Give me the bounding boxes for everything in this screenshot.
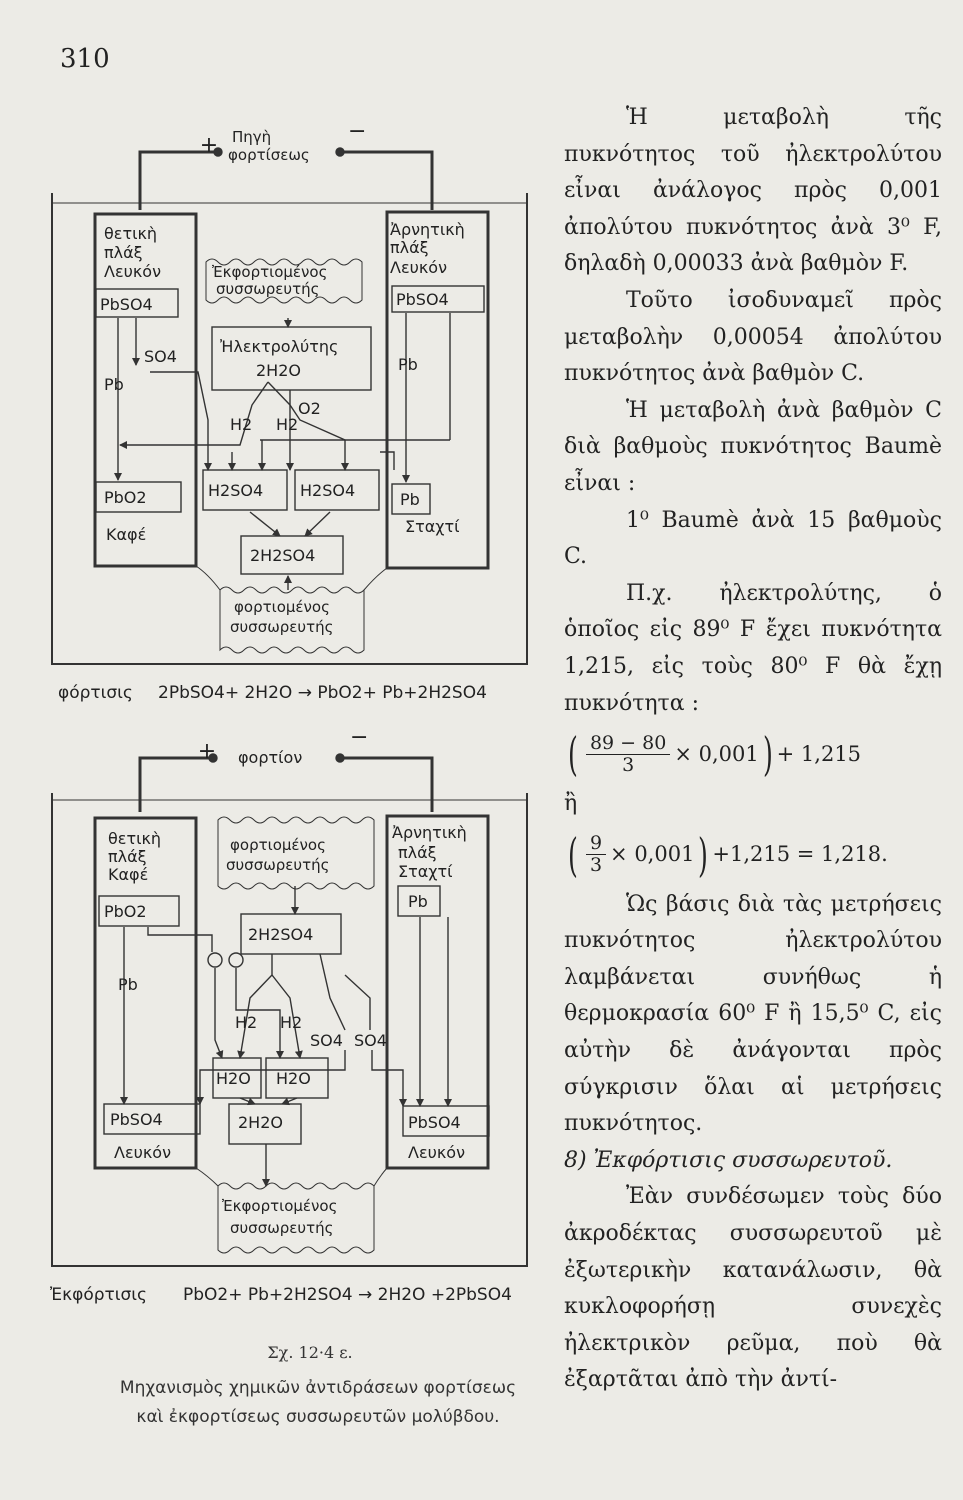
charging-source-line2: φορτίσεως — [228, 146, 310, 164]
bottom-negative-plate-line1: Ἀρνητικὴ — [392, 823, 467, 842]
top-positive-plate-line3: Λευκόν — [104, 262, 162, 281]
bottom-state-line1: φορτιομένος — [230, 836, 326, 854]
bottom-negative-result: PbSO4 — [408, 1113, 461, 1132]
paragraph: Ἐὰν συνδέσωμεν τοὺς δύο ἀκροδέκτας συσσωρευτοῦ μὲ ἐξωτερικὴν κατανάλωσιν, θὰ κυκλοφορήσῃ συνεχὲς ἠλεκτρικὸν ρεῦμα, ποὺ θὰ ἐξαρτᾶται ἀπὸ τὴν ἀντί- — [564, 1184, 942, 1393]
top-positive-plate-line1: θετικὴ — [104, 224, 158, 243]
top-bottom-state-line1: φορτιομένος — [234, 598, 330, 616]
bottom-positive-result-label: Λευκόν — [114, 1143, 172, 1162]
top-h2-right: H2 — [276, 415, 299, 434]
bottom-positive-plate-line1: θετικὴ — [108, 829, 162, 848]
top-negative-plate-line3: Λευκόν — [390, 258, 448, 277]
bottom-negative-plate-line3: Σταχτί — [398, 862, 453, 881]
charging-source-line1: Πηγὴ — [232, 128, 272, 146]
bottom-h2-left: H2 — [235, 1013, 258, 1032]
bottom-bottom-state-line2: συσσωρευτής — [230, 1219, 334, 1237]
equation-2: ( $\frac{9}{3}$ × 0,001 ) +1,215 = 1,218. — [568, 827, 888, 882]
top-negative-result: Pb — [400, 490, 420, 509]
discharging-equation: PbO2+ Pb+2H2SO4 → 2H2O +2PbSO4 — [183, 1285, 512, 1305]
eq2-numerator: 9 — [586, 833, 606, 855]
paragraph: Τοῦτο ἰσοδυναμεῖ πρὸς μεταβολὴν 0,00054 ἀπολύτου πυκνότητος ἀνὰ βαθμὸν C. — [564, 287, 942, 387]
charging-equation-label: φόρτισις — [58, 683, 133, 703]
discharging-equation-label: Ἐκφόρτισις — [50, 1285, 148, 1305]
eq1-denominator: 3 — [622, 753, 635, 776]
bottom-product-total: 2H2O — [238, 1113, 283, 1132]
top-o2: O2 — [298, 399, 321, 418]
eq2-tail: +1,215 = 1,218. — [712, 842, 888, 867]
electrolyte-formula: 2H2O — [256, 361, 301, 380]
body-text-column — [564, 100, 942, 1399]
charging-plus: + — [199, 133, 219, 158]
bottom-electrolyte-formula: 2H2SO4 — [248, 925, 314, 944]
top-negative-plate-line1: Ἀρνητικὴ — [390, 220, 465, 239]
bottom-so4-left: SO4 — [310, 1031, 343, 1050]
negative-terminal-icon — [336, 148, 344, 156]
top-bottom-state-line2: συσσωρευτής — [230, 618, 334, 636]
top-state-line2: συσσωρευτής — [216, 280, 320, 298]
bottom-positive-plate-line2: πλάξ — [108, 847, 147, 866]
figure-number: Σχ. 12·4 ε. — [267, 1343, 353, 1362]
top-product-right: H2SO4 — [300, 481, 356, 500]
eq2-denominator: 3 — [589, 854, 603, 877]
equation-1: ( $\frac{89 - 80}{3}$ × 0,001 ) + 1,215 — [568, 727, 862, 782]
discharge-minus: − — [350, 725, 369, 750]
bottom-positive-result: PbSO4 — [110, 1110, 163, 1129]
discharge-plus: + — [197, 739, 217, 764]
charging-labels — [58, 119, 487, 703]
paragraph: Ἡ μεταβολὴ ἀνὰ βαθμὸν C διὰ βαθμοὺς πυκνότητος Baumè εἶναι : — [564, 397, 942, 496]
bottom-state-line2: συσσωρευτής — [226, 856, 330, 874]
top-negative-result-label: Σταχτί — [405, 517, 460, 536]
page-number: 310 — [60, 44, 110, 74]
charging-minus: − — [348, 119, 367, 144]
bottom-product-right: H2O — [276, 1069, 311, 1088]
paragraph: Ὡς βάσις διὰ τὰς μετρήσεις πυκνότητος ἠλεκτρολύτου λαμβάνεται συνήθως ἡ θερμοκρασία 60⁰ F ἢ 15,5⁰ C, εἰς αὐτὴν δὲ ἀνάγονται πρὸς σύγκρισιν ὅλαι αἱ μετρήσεις πυκνότητος. — [564, 891, 942, 1137]
discharging-labels — [50, 725, 512, 1305]
paragraph: Π.χ. ἠλεκτρολύτης, ὁ ὁποῖος εἰς 89⁰ F ἔχει πυκνότητα 1,215, εἰς τοὺς 80⁰ F θὰ ἔχῃ πυκνότητα : — [564, 580, 942, 716]
top-h2-left: H2 — [230, 415, 253, 434]
discharge-source: φορτίον — [238, 748, 303, 767]
caption-line2: καὶ ἐκφορτίσεως συσσωρευτῶν μολύβδου. — [136, 1407, 500, 1427]
eq1-multiplier: × 0,001 — [674, 741, 759, 766]
bottom-negative-plate-box: Pb — [408, 892, 428, 911]
bottom-h2-right: H2 — [280, 1013, 303, 1032]
top-positive-so4: SO4 — [144, 347, 177, 366]
top-negative-plate-box: PbSO4 — [396, 290, 449, 309]
top-positive-pb: Pb — [104, 375, 124, 394]
electrolyte-label: Ἠλεκτρολύτης — [220, 337, 339, 356]
paragraph: 1⁰ Baumè ἀνὰ 15 βαθμοὺς C. — [564, 507, 942, 570]
top-product-left: H2SO4 — [208, 481, 264, 500]
eq1-tail: + 1,215 — [776, 741, 862, 766]
bottom-product-left: H2O — [216, 1069, 251, 1088]
paragraph: Ἡ μεταβολὴ τῆς πυκνότητος τοῦ ἠλεκτρολύτου εἶναι ἀνάλογος πρὸς 0,001 ἀπολύτου πυκνότητος ἀνὰ 3⁰ F, δηλαδὴ 0,00033 ἀνὰ βαθμὸν F. — [564, 105, 942, 277]
section-heading: 8) Ἐκφόρτισις συσσωρευτοῦ. — [564, 1147, 893, 1173]
top-product-total: 2H2SO4 — [250, 546, 316, 565]
bottom-positive-pb: Pb — [118, 975, 138, 994]
discharge-negative-terminal-icon — [336, 754, 344, 762]
or-word: ἢ — [564, 791, 578, 817]
top-state-line1: Ἐκφορτιομένος — [212, 263, 328, 281]
top-positive-result-label: Καφέ — [106, 525, 147, 544]
top-positive-plate-box: PbSO4 — [100, 295, 153, 314]
bottom-positive-plate-box: PbO2 — [104, 902, 147, 921]
eq1-numerator: 89 − 80 — [586, 733, 670, 755]
caption-line1: Μηχανισμὸς χημικῶν ἀντιδράσεων φορτίσεως — [119, 1378, 517, 1398]
bottom-negative-plate-line2: πλάξ — [398, 843, 437, 862]
bottom-bottom-state-line1: Ἐκφορτιομένος — [222, 1197, 338, 1215]
bottom-so4-right: SO4 — [354, 1031, 387, 1050]
top-positive-result: PbO2 — [104, 488, 147, 507]
bottom-positive-plate-line3: Καφέ — [108, 865, 149, 884]
top-positive-plate-line2: πλάξ — [104, 243, 143, 262]
top-negative-plate-line2: πλάξ — [390, 238, 429, 257]
charging-equation: 2PbSO4+ 2H2O → PbO2+ Pb+2H2SO4 — [158, 683, 487, 703]
eq2-multiplier: × 0,001 — [610, 842, 695, 867]
top-negative-pb: Pb — [398, 355, 418, 374]
bottom-negative-result-label: Λευκόν — [408, 1143, 466, 1162]
